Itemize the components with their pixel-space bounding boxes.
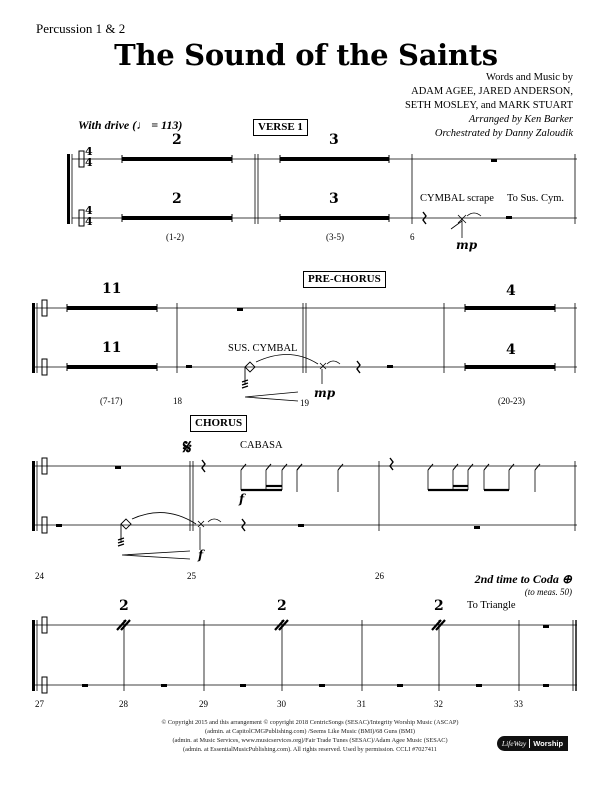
copyright-notice [110, 718, 510, 754]
instrument-change: To Triangle [467, 600, 516, 611]
time-signature-bottom: 4 4 [85, 204, 93, 228]
copyright-line: © Copyright 2015 and this arrangement © copyright 2018 CentricSongs (SESAC)/Integrity Worship Music (ASCAP) [161, 719, 459, 726]
rehearsal-prechorus: PRE-CHORUS [303, 271, 386, 288]
logo-lifeway: LifeWay [501, 739, 527, 748]
measure-number: 30 [277, 699, 286, 709]
dynamic-marking: mp [314, 386, 336, 400]
measure-number: 33 [514, 699, 523, 709]
coda-instruction: 2nd time to Coda ⊕ [474, 572, 572, 586]
song-title: The Sound of the Saints [114, 38, 498, 72]
dynamic-marking: mp [456, 238, 478, 252]
instrument-label: SUS. CYMBAL [228, 343, 298, 354]
tempo-marking: With drive (♩ = 113) [78, 118, 183, 132]
copyright-line: (admin. at Music Services, www.musicservices.org)/Fair Trade Tunes (SESAC)/Adam Agee Music (SESAC) [172, 737, 448, 744]
logo-worship: Worship [533, 739, 564, 748]
rehearsal-verse1: VERSE 1 [253, 119, 308, 136]
multirest-count: 3 [329, 132, 339, 148]
segno-icon: 𝄋 [183, 435, 192, 459]
measure-number: 27 [35, 699, 44, 709]
measure-number: 28 [119, 699, 128, 709]
measure-number: 31 [357, 699, 366, 709]
multirest-count: 2 [172, 191, 182, 207]
instrument-label: CABASA [240, 440, 283, 451]
measure-number: 19 [300, 398, 309, 408]
measure-number: 29 [199, 699, 208, 709]
measure-range: (1-2) [166, 232, 184, 242]
credits-orchestrated: Orchestrated by Danny Zaloudik [434, 128, 573, 139]
system-3 [32, 458, 577, 559]
dynamic-marking: f [198, 548, 204, 562]
multirest-count: 4 [506, 342, 516, 358]
measure-number: 25 [187, 571, 196, 581]
publisher-logo [497, 736, 568, 751]
measure-range: (7-17) [100, 396, 123, 406]
multirest-count: 11 [102, 340, 122, 356]
rehearsal-chorus: CHORUS [190, 415, 247, 432]
copyright-line: (admin. at EssentialMusicPublishing.com). All rights reserved. Used by permission. CCLI #7027411 [183, 746, 437, 753]
instrument-change: To Sus. Cym. [507, 193, 565, 204]
credits-line2: ADAM AGEE, JARED ANDERSON, [411, 86, 573, 97]
measure-range: (3-5) [326, 232, 344, 242]
instrument-label: CYMBAL scrape [420, 193, 494, 204]
measure-number: 18 [173, 396, 182, 406]
credits-arranged: Arranged by Ken Barker [468, 114, 573, 125]
repeat-count: 2 [119, 598, 129, 614]
copyright-line: (admin. at CapitolCMGPublishing.com) /Seems Like Music (BMI)/68 Guns (BMI) [205, 728, 415, 735]
measure-number: 24 [35, 571, 44, 581]
credits-line3: SETH MOSLEY, and MARK STUART [404, 100, 573, 111]
multirest-count: 11 [102, 281, 122, 297]
dynamic-marking: f [239, 492, 245, 506]
measure-number: 26 [375, 571, 384, 581]
measure-number: 32 [434, 699, 443, 709]
measure-number: 6 [410, 232, 415, 242]
time-signature-top: 4 4 [85, 145, 93, 169]
multirest-count: 2 [172, 132, 182, 148]
coda-target: (to meas. 50) [524, 587, 572, 597]
repeat-count: 2 [434, 598, 444, 614]
system-1 [67, 151, 577, 238]
logo-divider [529, 739, 530, 748]
multirest-count: 3 [329, 191, 339, 207]
measure-range: (20-23) [498, 396, 525, 406]
credits-line1: Words and Music by [486, 72, 573, 83]
repeat-count: 2 [277, 598, 287, 614]
system-4 [32, 617, 577, 693]
part-name: Percussion 1 & 2 [36, 21, 126, 36]
multirest-count: 4 [506, 283, 516, 299]
